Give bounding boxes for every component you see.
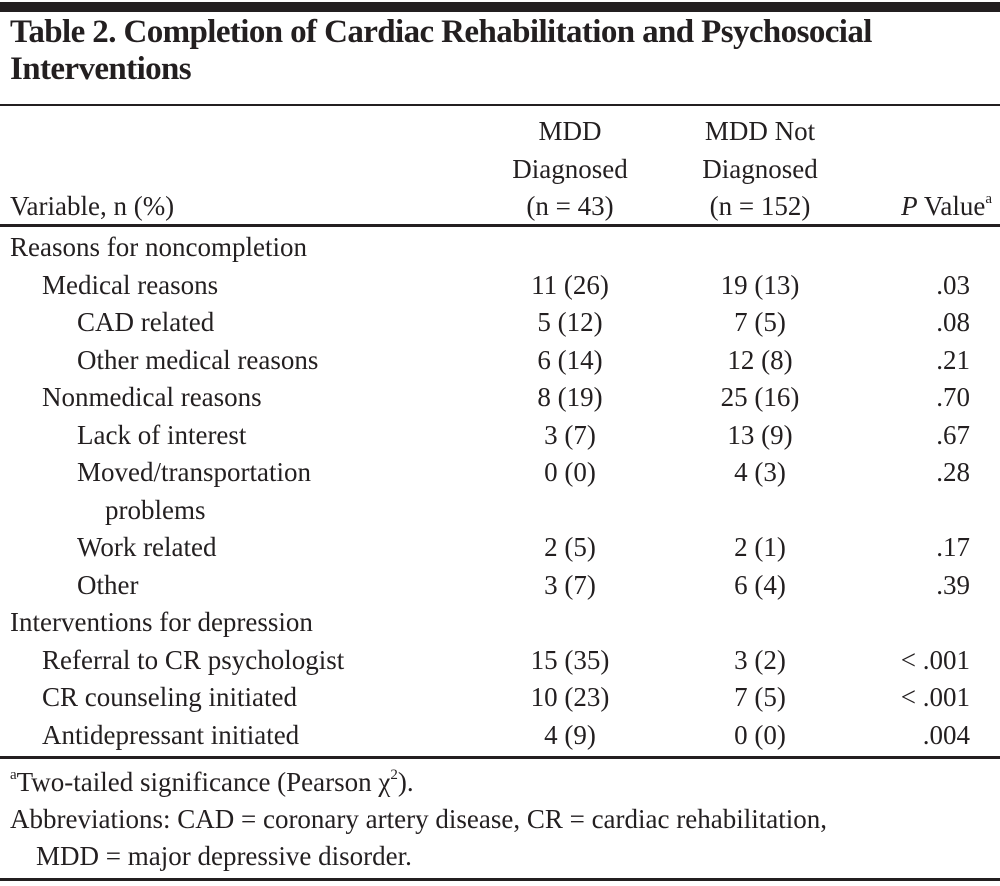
cell-mdd-diagnosed: 0 (0) xyxy=(544,457,596,487)
row-label: Lack of interest xyxy=(77,419,247,450)
footnote-marker: a xyxy=(985,191,992,207)
row-label: Referral to CR psychologist xyxy=(42,644,345,675)
cell-mdd-diagnosed: 2 (5) xyxy=(544,532,596,562)
cell-mdd-not-diagnosed: 0 (0) xyxy=(734,719,786,750)
header-mdd-not-diagnosed xyxy=(670,113,850,226)
abbreviations-line1: Abbreviations: CAD = coronary artery disease, CR = cardiac rehabilitation, xyxy=(10,804,827,834)
cell-p-value: .004 xyxy=(922,719,970,750)
table-title: Table 2. Completion of Cardiac Rehabilitation and Psychosocial Interventions xyxy=(10,14,872,87)
cell-p-value: .17 xyxy=(936,532,970,562)
value-label: Value xyxy=(917,191,986,221)
cell-mdd-not-diagnosed: 2 (1) xyxy=(734,532,786,562)
cell-mdd-not-diagnosed: 3 (2) xyxy=(734,644,786,675)
cell-p-value: .28 xyxy=(936,457,970,487)
cell-mdd-not-diagnosed: 4 (3) xyxy=(734,457,786,487)
row-label: Nonmedical reasons xyxy=(42,382,262,412)
table-row xyxy=(0,417,1000,455)
cell-mdd-diagnosed: 3 (7) xyxy=(544,419,596,450)
header-line: (n = 43) xyxy=(526,191,614,221)
header-rule xyxy=(0,224,1000,227)
cell-p-value: < .001 xyxy=(900,682,970,712)
cell-p-value: .03 xyxy=(936,269,970,300)
header-mdd-diagnosed xyxy=(470,113,670,226)
cell-p-value: .67 xyxy=(936,419,970,450)
footnote-marker: a xyxy=(10,767,17,783)
cell-mdd-not-diagnosed: 12 (8) xyxy=(727,344,793,375)
cell-mdd-diagnosed: 11 (26) xyxy=(531,269,609,300)
header-variable: Variable, n (%) xyxy=(10,191,175,221)
footnotes xyxy=(10,764,995,875)
table-row xyxy=(0,604,1000,642)
row-label: Work related xyxy=(77,532,217,562)
row-label: CR counseling initiated xyxy=(42,682,297,712)
header-line: MDD Not xyxy=(704,116,816,146)
cell-mdd-not-diagnosed: 7 (5) xyxy=(734,307,786,337)
row-label: CAD related xyxy=(77,307,215,337)
row-label: Interventions for depression xyxy=(10,607,313,637)
header-line: MDD xyxy=(538,116,602,146)
table-body xyxy=(0,229,1000,754)
table-row xyxy=(0,529,1000,567)
table-row xyxy=(0,717,1000,755)
footnote-text-end: ). xyxy=(397,767,414,797)
table-row xyxy=(0,379,1000,417)
cell-mdd-diagnosed: 6 (14) xyxy=(537,344,603,375)
abbreviations-line2: MDD = major depressive disorder. xyxy=(36,841,412,871)
header-line: (n = 152) xyxy=(709,191,811,221)
cell-p-value: .08 xyxy=(936,307,970,337)
cell-mdd-diagnosed: 3 (7) xyxy=(544,569,596,600)
cell-p-value: < .001 xyxy=(900,644,970,675)
cell-p-value: .39 xyxy=(936,569,970,600)
row-label: Moved/transportation problems xyxy=(77,457,311,525)
cell-mdd-diagnosed: 10 (23) xyxy=(530,682,610,712)
body-end-rule xyxy=(0,756,1000,759)
header-line: Diagnosed xyxy=(702,153,818,184)
table-row xyxy=(0,342,1000,380)
table-row xyxy=(0,267,1000,305)
table-row xyxy=(0,454,1000,529)
cell-mdd-diagnosed: 15 (35) xyxy=(530,644,610,675)
table-row xyxy=(0,229,1000,267)
cell-p-value: .21 xyxy=(936,344,970,375)
title-rule xyxy=(0,104,1000,106)
table-row xyxy=(0,679,1000,717)
row-label: Other medical reasons xyxy=(77,344,319,375)
cell-mdd-diagnosed: 8 (19) xyxy=(537,382,603,412)
header-line: Diagnosed xyxy=(512,153,628,184)
row-label: Antidepressant initiated xyxy=(42,719,300,750)
cell-mdd-not-diagnosed: 25 (16) xyxy=(720,382,800,412)
table-row xyxy=(0,642,1000,680)
row-label: Other xyxy=(77,569,139,600)
cell-mdd-diagnosed: 5 (12) xyxy=(537,307,603,337)
table-row xyxy=(0,304,1000,342)
cell-mdd-not-diagnosed: 6 (4) xyxy=(734,569,786,600)
footnote-text: Two-tailed significance (Pearson χ xyxy=(16,767,391,797)
p-italic: P xyxy=(901,191,918,221)
cell-mdd-diagnosed: 4 (9) xyxy=(544,719,596,750)
footnote-a xyxy=(10,764,995,801)
row-label: Reasons for noncompletion xyxy=(10,232,307,262)
cell-mdd-not-diagnosed: 19 (13) xyxy=(720,269,800,300)
cell-mdd-not-diagnosed: 13 (9) xyxy=(727,419,793,450)
header-p-value xyxy=(850,188,992,226)
cell-p-value: .70 xyxy=(936,382,970,412)
table-row xyxy=(0,567,1000,605)
superscript: 2 xyxy=(390,767,398,783)
row-label: Medical reasons xyxy=(42,269,219,300)
top-thick-rule xyxy=(0,2,1000,12)
cell-mdd-not-diagnosed: 7 (5) xyxy=(734,682,786,712)
bottom-rule xyxy=(0,878,1000,881)
